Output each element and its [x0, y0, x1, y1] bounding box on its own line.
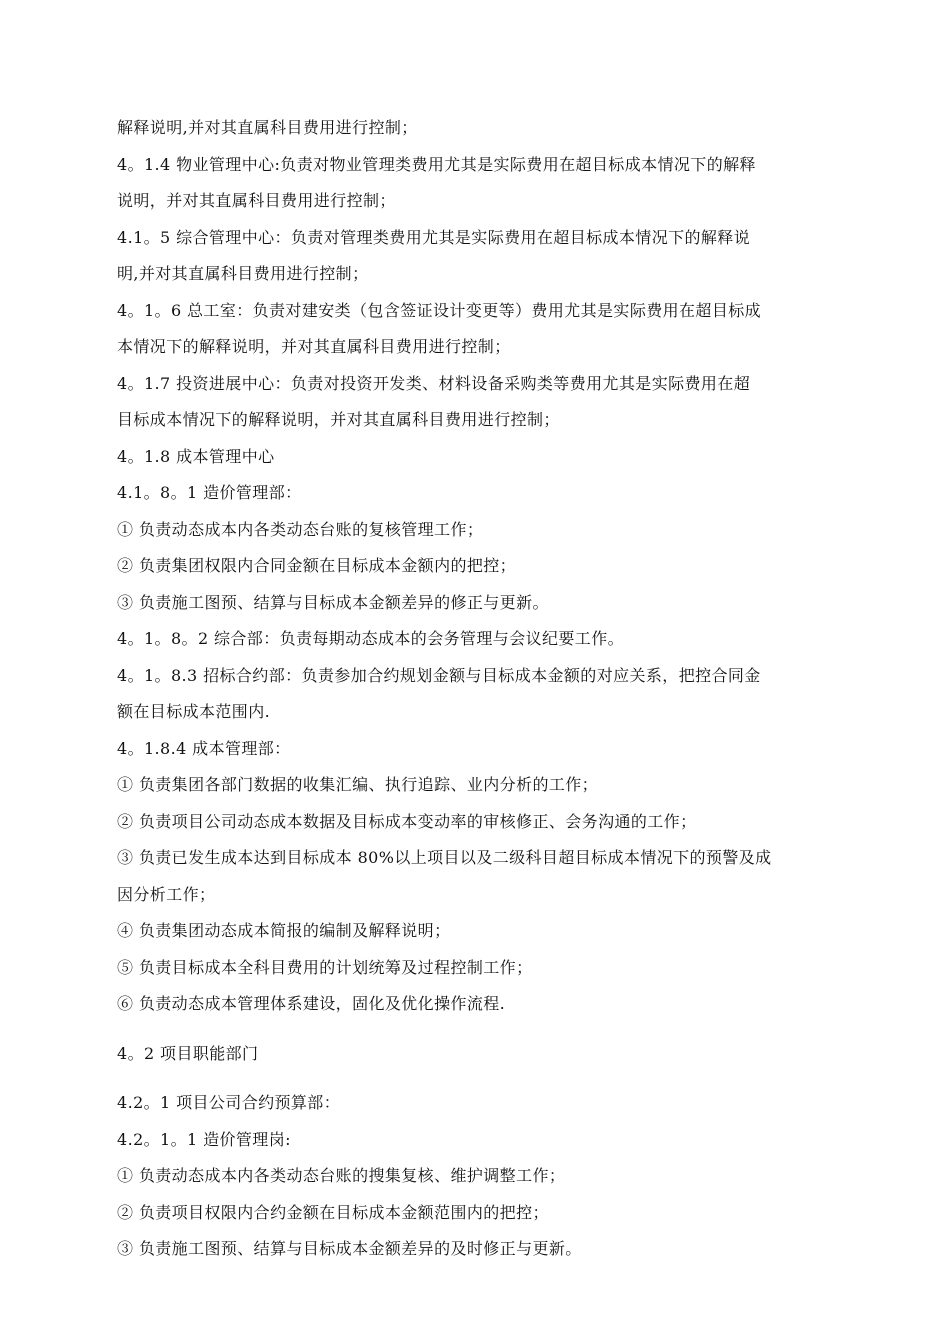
subsection-heading: 4.2。1 项目公司合约预算部： — [117, 1093, 341, 1112]
text-line: 4。1。8.3 招标合约部：负责参加合约规划金额与目标成本金额的对应关系，把控合同金 — [117, 665, 761, 685]
list-item: ③ 负责已发生成本达到目标成本 80%以上项目以及二级科目超目标成本情况下的预警及成 — [117, 848, 772, 867]
text-line: 目标成本情况下的解释说明，并对其直属科目费用进行控制； — [117, 410, 560, 429]
document-body — [117, 110, 877, 1268]
list-item: ④ 负责集团动态成本简报的编制及解释说明； — [117, 921, 451, 940]
subsection-heading: 4.2。1。1 造价管理岗: — [117, 1129, 291, 1149]
subsection-heading: 4.1。8。1 造价管理部： — [117, 483, 302, 502]
text-line: 4。1.4 物业管理中心:负责对物业管理类费用尤其是实际费用在超目标成本情况下的解释 — [117, 154, 756, 174]
text-line: 额在目标成本范围内. — [117, 702, 271, 721]
text-line: 4。1。6 总工室：负责对建安类（包含签证设计变更等）费用尤其是实际费用在超目标成 — [117, 300, 762, 320]
section-heading: 4。1.8 成本管理中心 — [117, 446, 275, 466]
subsection-heading: 4。1.8.4 成本管理部： — [117, 738, 291, 758]
text-line: 解释说明,并对其直属科目费用进行控制； — [117, 118, 418, 137]
list-item: ② 负责项目权限内合约金额在目标成本金额范围内的把控； — [117, 1202, 549, 1222]
list-item: ③ 负责施工图预、结算与目标成本金额差异的修正与更新。 — [117, 592, 549, 612]
text-line: 明,并对其直属科目费用进行控制； — [117, 264, 369, 283]
list-item: ⑥ 负责动态成本管理体系建设，固化及优化操作流程. — [117, 994, 506, 1013]
text-line: 4。1。8。2 综合部：负责每期动态成本的会务管理与会议纪要工作。 — [117, 629, 625, 648]
list-item: ⑤ 负责目标成本全科目费用的计划统筹及过程控制工作； — [117, 957, 533, 977]
list-item: ③ 负责施工图预、结算与目标成本金额差异的及时修正与更新。 — [117, 1239, 582, 1258]
text-line: 说明，并对其直属科目费用进行控制； — [117, 191, 396, 210]
list-item: ① 负责集团各部门数据的收集汇编、执行追踪、业内分析的工作； — [117, 775, 599, 794]
list-item: ① 负责动态成本内各类动态台账的复核管理工作； — [117, 519, 484, 539]
text-line: 4。1.7 投资进展中心：负责对投资开发类、材料设备采购类等费用尤其是实际费用在超 — [117, 373, 751, 393]
list-item: ② 负责项目公司动态成本数据及目标成本变动率的审核修正、会务沟通的工作； — [117, 811, 697, 831]
list-item: ② 负责集团权限内合同金额在目标成本金额内的把控； — [117, 556, 517, 575]
section-heading: 4。2 项目职能部门 — [117, 1043, 259, 1063]
list-item: ① 负责动态成本内各类动态台账的搜集复核、维护调整工作； — [117, 1166, 566, 1185]
text-line: 4.1。5 综合管理中心：负责对管理类费用尤其是实际费用在超目标成本情况下的解释说 — [117, 227, 751, 247]
list-item-continuation: 因分析工作； — [117, 884, 216, 904]
text-line: 本情况下的解释说明，并对其直属科目费用进行控制； — [117, 337, 511, 356]
